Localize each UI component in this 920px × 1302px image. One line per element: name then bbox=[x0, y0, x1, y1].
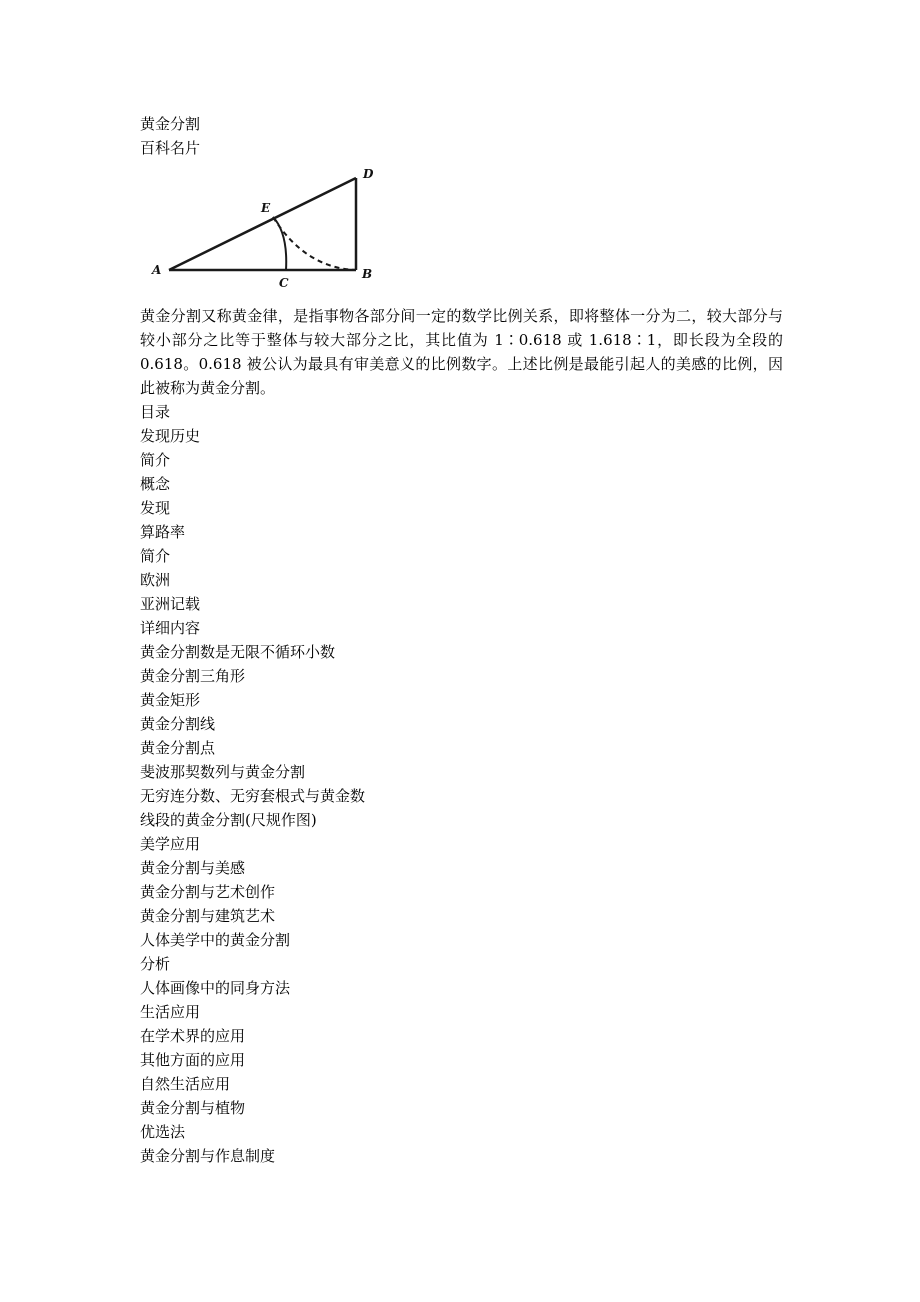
toc-item: 黄金矩形 bbox=[140, 691, 201, 709]
golden-section-diagram bbox=[145, 163, 385, 293]
page-subtitle: 百科名片 bbox=[140, 139, 201, 157]
arc-ec bbox=[273, 217, 286, 270]
toc-item: 分析 bbox=[140, 955, 171, 973]
toc-item: 黄金分割线 bbox=[140, 715, 216, 733]
toc-item: 无穷连分数、无穷套根式与黄金数 bbox=[140, 787, 366, 805]
toc-item: 黄金分割与艺术创作 bbox=[140, 883, 276, 901]
toc-item: 黄金分割与作息制度 bbox=[140, 1147, 276, 1165]
toc-item: 详细内容 bbox=[140, 619, 201, 637]
toc-item: 发现历史 bbox=[140, 427, 201, 445]
toc-item: 黄金分割与美感 bbox=[140, 859, 246, 877]
toc-item: 黄金分割点 bbox=[140, 739, 216, 757]
toc-item: 在学术界的应用 bbox=[140, 1027, 246, 1045]
label-a: A bbox=[152, 263, 162, 277]
toc-item: 黄金分割与植物 bbox=[140, 1099, 246, 1117]
page-title: 黄金分割 bbox=[140, 115, 201, 133]
toc-item: 黄金分割与建筑艺术 bbox=[140, 907, 276, 925]
toc-item: 简介 bbox=[140, 451, 171, 469]
toc-item: 发现 bbox=[140, 499, 171, 517]
label-b: B bbox=[362, 267, 373, 281]
toc-item: 优选法 bbox=[140, 1123, 186, 1141]
label-e: E bbox=[261, 201, 271, 215]
toc-item: 其他方面的应用 bbox=[140, 1051, 246, 1069]
toc-item: 黄金分割三角形 bbox=[140, 667, 246, 685]
toc-item: 简介 bbox=[140, 547, 171, 565]
toc-item: 人体画像中的同身方法 bbox=[140, 979, 291, 997]
toc-item: 黄金分割数是无限不循环小数 bbox=[140, 643, 336, 661]
toc-heading: 目录 bbox=[140, 403, 171, 421]
table-of-contents bbox=[140, 400, 365, 1168]
toc-item: 算路率 bbox=[140, 523, 186, 541]
hypotenuse-ad bbox=[169, 178, 356, 270]
toc-item: 欧洲 bbox=[140, 571, 171, 589]
toc-item: 斐波那契数列与黄金分割 bbox=[140, 763, 306, 781]
toc-item: 自然生活应用 bbox=[140, 1075, 231, 1093]
toc-item: 生活应用 bbox=[140, 1003, 201, 1021]
toc-item: 线段的黄金分割(尺规作图) bbox=[140, 811, 317, 829]
toc-item: 美学应用 bbox=[140, 835, 201, 853]
toc-item: 亚洲记载 bbox=[140, 595, 201, 613]
label-c: C bbox=[279, 276, 289, 290]
toc-item: 概念 bbox=[140, 475, 171, 493]
intro-paragraph: 黄金分割又称黄金律，是指事物各部分间一定的数学比例关系，即将整体一分为二，较大部分与较小部分之比等于整体与较大部分之比，其比值为 1∶0.618 或 1.618∶1，即长段为全段的 0.618。0.618 被公认为最具有审美意义的比例数字。上述比例是最能引起人的美感的比例，因此被称为黄金分割。 bbox=[140, 307, 783, 397]
label-d: D bbox=[363, 167, 374, 181]
toc-item: 人体美学中的黄金分割 bbox=[140, 931, 291, 949]
